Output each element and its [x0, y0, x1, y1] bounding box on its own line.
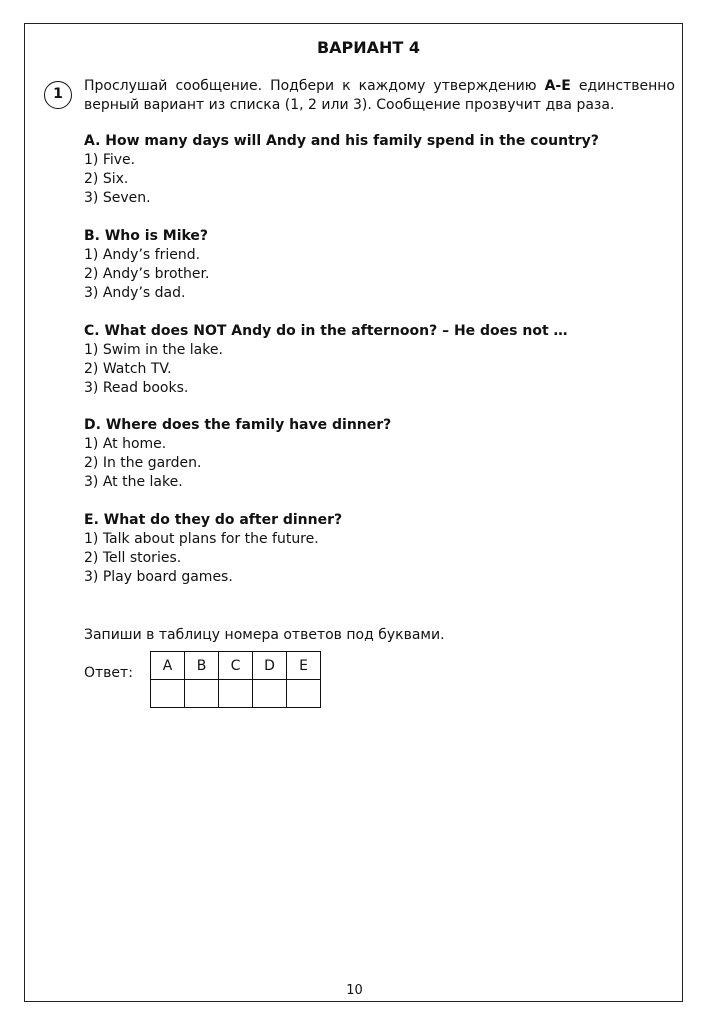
instruction-letters: A-E: [544, 78, 571, 94]
answer-option: 3) Read books.: [84, 380, 189, 396]
question-a: [84, 132, 674, 208]
answer-option: 1) Talk about plans for the future.: [84, 531, 319, 547]
answer-option: 3) Play board games.: [84, 569, 233, 585]
answer-letter-d: D: [253, 652, 287, 680]
answer-letter-b: B: [185, 652, 219, 680]
answer-option: 2) Andy’s brother.: [84, 266, 210, 282]
answer-letter-e: E: [287, 652, 321, 680]
page-number: 10: [346, 983, 363, 998]
answer-option: 2) Tell stories.: [84, 550, 182, 566]
answer-cell-a[interactable]: [151, 680, 185, 708]
answer-table: [150, 651, 321, 708]
answer-option: 1) Andy’s friend.: [84, 247, 201, 263]
answer-letter-c: C: [219, 652, 253, 680]
question-title: E. What do they do after dinner?: [84, 512, 343, 528]
task-number-badge: 1: [44, 81, 72, 109]
answer-cell-e[interactable]: [287, 680, 321, 708]
answer-table-header-row: [151, 652, 321, 680]
answer-option: 1) Five.: [84, 152, 136, 168]
answer-option: 2) In the garden.: [84, 455, 202, 471]
task-instruction: [84, 77, 675, 115]
question-d: [84, 416, 674, 492]
answer-option: 2) Watch TV.: [84, 361, 172, 377]
answer-cell-d[interactable]: [253, 680, 287, 708]
question-e: [84, 511, 674, 587]
answer-option: 1) At home.: [84, 436, 167, 452]
instruction-text-end: единственно верный вариант из списка (1, 2 или 3). Сообщение прозвучит два раза.: [84, 78, 675, 113]
question-title: A. How many days will Andy and his family spend in the country?: [84, 133, 599, 149]
answer-cell-b[interactable]: [185, 680, 219, 708]
instruction-text-start: Прослушай сообщение. Подбери к каждому утверждению: [84, 78, 545, 94]
answer-option: 2) Six.: [84, 171, 129, 187]
question-title: D. Where does the family have dinner?: [84, 417, 392, 433]
answer-letter-a: A: [151, 652, 185, 680]
answer-label: Ответ:: [84, 665, 133, 681]
answer-instruction: Запиши в таблицу номера ответов под буквами.: [84, 627, 445, 643]
answer-cell-c[interactable]: [219, 680, 253, 708]
answer-option: 3) At the lake.: [84, 474, 183, 490]
answer-option: 3) Andy’s dad.: [84, 285, 186, 301]
question-title: B. Who is Mike?: [84, 228, 209, 244]
question-title: C. What does NOT Andy do in the afternoon? – He does not …: [84, 323, 568, 339]
answer-option: 3) Seven.: [84, 190, 151, 206]
question-c: [84, 322, 674, 398]
answer-table-input-row: [151, 680, 321, 708]
answer-option: 1) Swim in the lake.: [84, 342, 223, 358]
question-b: [84, 227, 674, 303]
variant-title: ВАРИАНТ 4: [316, 38, 421, 57]
